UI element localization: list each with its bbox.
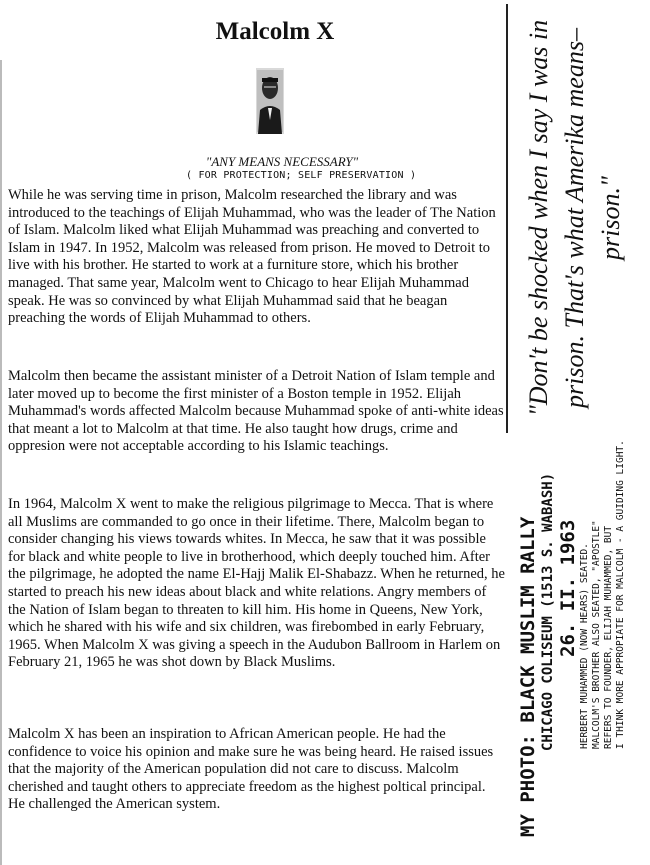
photo-note-line2: CHICAGO COLISEUM (1513 S. WABASH) — [540, 472, 556, 751]
photo-note-line1: MY PHOTO: BLACK MUSLIM RALLY — [517, 516, 539, 837]
malcolm-x-portrait-icon — [256, 68, 284, 134]
photo-note-detail: I THINK MORE APPROPIATE FOR MALCOLM - A GUIDING LIGHT. — [615, 440, 626, 749]
paragraph-prison: While he was serving time in prison, Malcolm researched the library and was introduced to the teachings of Elijah Muhammad, who was the leader of The Nation of Islam. Malcolm liked what Elijah Muhammad was preaching and converted to Islam in 1947. In 1952, Malcolm was released from prison. He moved to Detroit to live with his brother. He started to work at a furniture store, which his brother managed. That same year, Malcolm went to Chicago to hear Elijah Muhammad speak. He was so convinced by what Elijah Muhammad said that he beagan preaching the words of Elijah Muhammad to others. — [8, 187, 496, 327]
subtitle-any-means-necessary: "ANY MEANS NECESSARY" — [205, 154, 359, 169]
paragraph-inspiration: Malcolm X has been an inspiration to African American people. He had the confidence to voice his opinion and make sure he was being heard. He raised issues that the majority of the American population did not care to discuss. Malcolm cherished and taught others to appreciate freedom as the highest poltical principal. He challenged the American system. — [8, 726, 494, 813]
paragraph-mecca: In 1964, Malcolm X went to make the religious pilgrimage to Mecca. That is where all Muslims are commanded to go once in their lifetime. There, Malcolm began to consider changing his views towards whites. In Mecca, he saw that it was possible for black and white people to live in brotherhood, which deeply touched him. After the pilgrimage, he adopted the name El-Hajj Malik El-Shabazz. When he returned, he started to preach his new ideas about black and white relations. Angry members of the Nation of Islam began to threaten to kill him. His home in Queens, New York, which he shared with his wife and six children, was firebombed in early February, 1965. When Malcolm X was giving a speech in the Audubon Ballroom in Harlem on February 21, 1965 he was shot down by Black Muslims. — [8, 496, 505, 671]
paragraph-minister: Malcolm then became the assistant minister of a Detroit Nation of Islam temple and later moved up to become the first minister of a Boston temple in 1952. Elijah Muhammad's words affected Malcolm because Muhammad spoke of anti-white ideas that meant a lot to Malcolm at that time. He also taught how drugs, crime and oppresion were not acceptable according to his Islamic teachings. — [8, 368, 504, 455]
photo-note-detail: MALCOLM'S BROTHER ALSO SEATED, "APOSTLE" — [591, 520, 602, 749]
photo-note-detail: REFERS TO FOUNDER, ELIJAH MUHAMMED, BUT — [603, 525, 614, 749]
sidebar-quote: "Don't be shocked when I say I was in prison. That's what Amerika means–prison." — [524, 19, 625, 417]
photo-note-detail: HERBERT MUHAMMED (NOW HEARS) SEATED. — [579, 543, 590, 749]
photo-note-date: 26. II. 1963 — [557, 519, 579, 657]
handwritten-photo-note — [517, 397, 627, 837]
handwritten-note-protection: ( FOR PROTECTION; SELF PRESERVATION ) — [186, 170, 417, 181]
page-title: Malcolm X — [215, 18, 335, 45]
scan-margin-line — [0, 60, 2, 865]
